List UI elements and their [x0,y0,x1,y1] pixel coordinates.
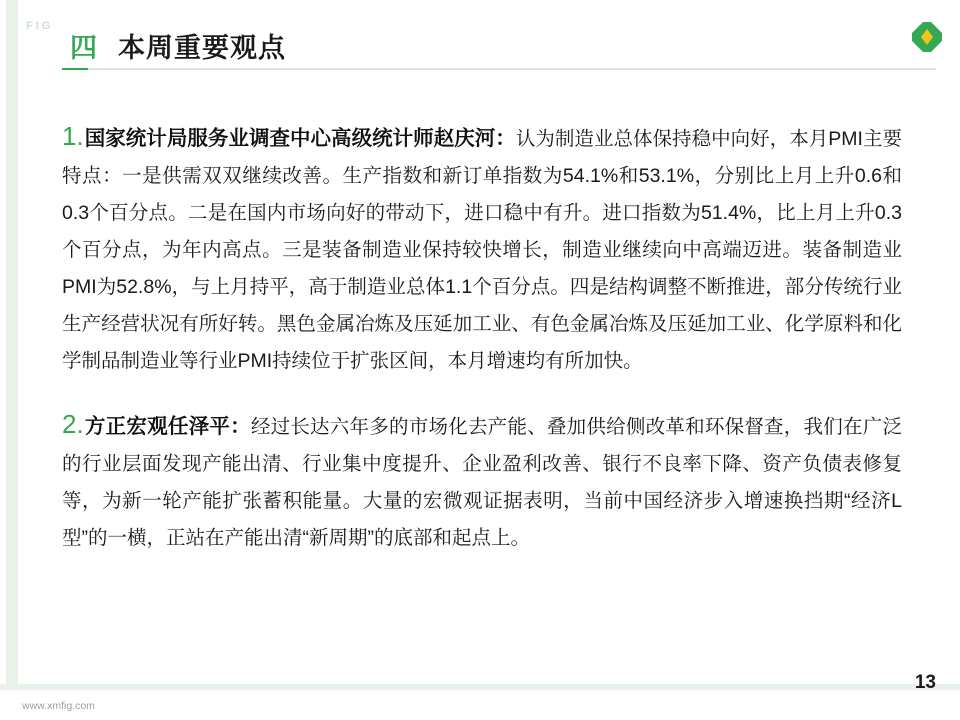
header-divider [62,68,936,70]
page-number: 13 [914,672,936,693]
footer-accent-bar-inner [0,690,960,720]
slide-body [62,118,902,575]
paragraph-2-text [62,406,902,557]
footer-url: www.xmfig.com [22,700,95,712]
paragraph-1-index: 1. [62,121,84,151]
paragraph-1-lead: 国家统计局服务业调查中心高级统计师赵庆河： [84,127,516,150]
paragraph-1-text [62,118,902,380]
header-divider-accent [62,68,88,70]
xmfig-logo-icon [912,22,942,52]
header-logo-text: FIG [26,20,54,32]
left-accent-bar [0,0,18,720]
section-number: 四 [70,33,98,63]
footer-accent-bar [0,684,960,720]
paragraph-1-body: 认为制造业总体保持稳中向好，本月PMI主要特点：一是供需双双继续改善。生产指数和新订单指数为54.1%和53.1%，分别比上月上升0.6和0.3个百分点。二是在国内市场向好的带动下，进口稳中有升。进口指数为51.4%，比上月上升0.3个百分点，为年内高点。三是装备制造业保持较快增长，制造业继续向中高端迈进。装备制造业PMI为52.8%，与上月持平，高于制造业总体1.1个百分点。四是结构调整不断推进，部分传统行业生产经营状况有所好转。黑色金属冶炼及压延加工业、有色金属冶炼及压延加工业、化学原料和化学制品制造业等行业PMI持续位于扩张区间，本月增速均有所加快。 [62,128,903,372]
paragraph-2 [62,406,902,557]
left-accent-bar-inner [0,0,6,720]
paragraph-2-lead: 方正宏观任泽平： [84,415,251,438]
slide-header [0,0,960,72]
paragraph-1 [62,118,902,380]
paragraph-2-index: 2. [62,409,84,439]
page-title: 本周重要观点 [118,33,286,63]
paragraph-2-body: 经过长达六年多的市场化去产能、叠加供给侧改革和环保督查，我们在广泛的行业层面发现产能出清、行业集中度提升、企业盈利改善、银行不良率下降、资产负债表修复等，为新一轮产能扩张蓄积能量。大量的宏微观证据表明，当前中国经济步入增速换挡期“经济L型”的一横，正站在产能出清“新周期”的底部和起点上。 [62,416,902,549]
